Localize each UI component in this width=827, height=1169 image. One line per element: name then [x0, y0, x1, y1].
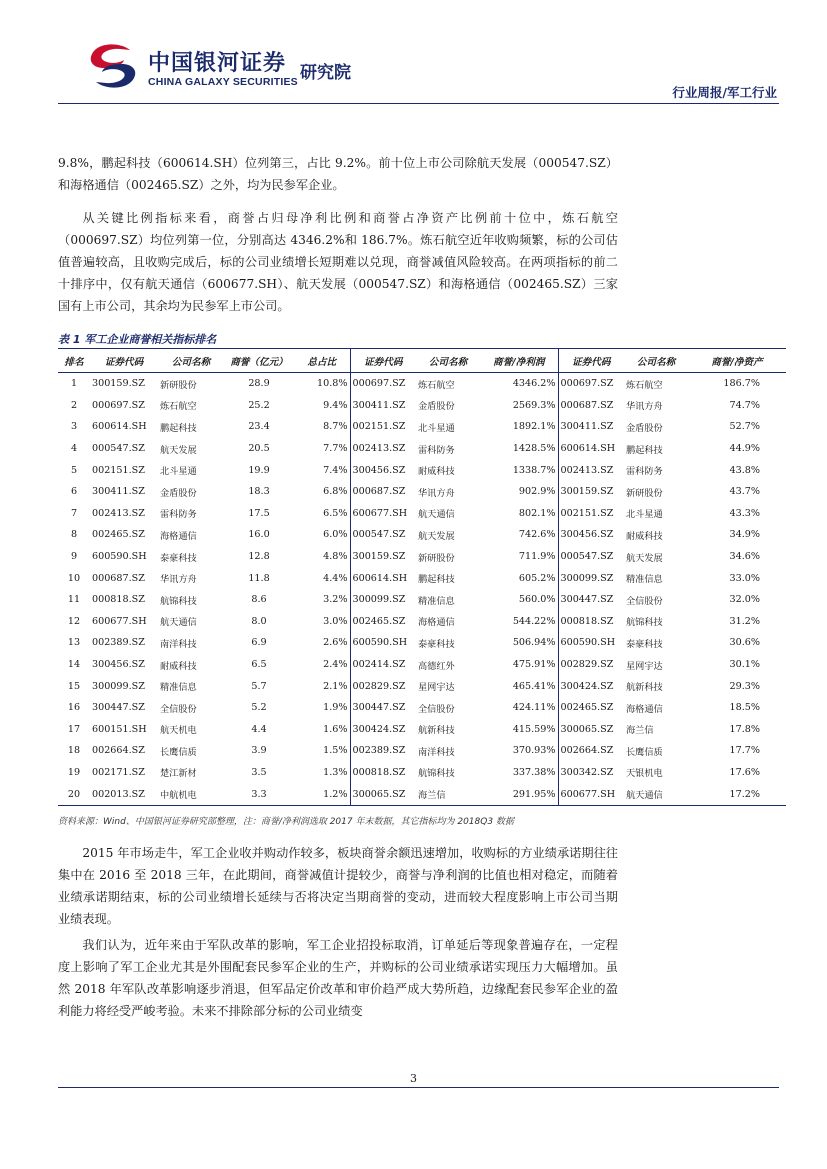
code-cell: 002151.SZ	[560, 507, 614, 519]
header-rank: 排名	[58, 349, 90, 373]
ni-ratio-cell: 337.38%	[480, 762, 558, 784]
code-cell: 002664.SZ	[560, 745, 614, 757]
report-category: 行业周报/军工行业	[672, 85, 777, 100]
company-name-cell: 雷科防务	[160, 509, 197, 521]
ni-ratio-cell: 424.11%	[480, 697, 558, 719]
code-cell: 300342.SZ	[560, 766, 614, 778]
company-name-cell: 航天通信	[418, 509, 455, 521]
code-cell: 300411.SZ	[560, 421, 614, 433]
code-cell: 600614.SH	[560, 443, 616, 455]
code-cell: 300099.SZ	[92, 680, 145, 692]
code-cell: 002413.SZ	[92, 507, 145, 519]
code-cell: 600590.SH	[560, 637, 616, 649]
ni-ratio-cell: 475.91%	[480, 654, 558, 676]
code-cell: 002013.SZ	[90, 783, 158, 805]
code-cell: 000697.SZ	[92, 399, 145, 411]
code-cell: 002389.SZ	[352, 745, 406, 757]
code-cell: 002389.SZ	[92, 637, 145, 649]
share-cell: 1.6%	[294, 719, 350, 741]
goodwill-cell: 25.2	[248, 399, 270, 411]
table-row	[58, 589, 786, 611]
company-name-cell: 星网宇达	[418, 682, 455, 694]
code-cell: 002465.SZ	[352, 615, 406, 627]
goodwill-cell: 23.4	[248, 421, 270, 433]
code-cell: 300424.SZ	[352, 723, 406, 735]
na-ratio-cell: 32.0%	[729, 594, 760, 606]
company-name-cell: 华讯方舟	[626, 401, 663, 413]
code-cell: 300099.SZ	[352, 594, 406, 606]
ni-ratio-cell: 2569.3%	[480, 395, 558, 417]
code-cell: 002829.SZ	[560, 659, 614, 671]
table-row	[58, 567, 786, 589]
code-cell: 002413.SZ	[352, 443, 406, 455]
company-name-cell: 新研股份	[418, 552, 455, 564]
rank-cell: 11	[67, 594, 81, 606]
header-rule	[58, 103, 779, 104]
company-name-cell: 全信股份	[160, 703, 197, 715]
header-na-ratio: 商誉/净资产	[688, 349, 786, 373]
share-cell: 6.0%	[294, 524, 350, 546]
rank-cell: 17	[67, 723, 81, 735]
na-ratio-cell: 30.1%	[729, 659, 760, 671]
table-row	[58, 719, 786, 741]
code-cell: 002829.SZ	[352, 680, 406, 692]
company-name-cell: 泰豪科技	[418, 638, 455, 650]
na-ratio-cell: 30.6%	[729, 637, 760, 649]
company-name-cell: 炼石航空	[626, 379, 663, 391]
rank-cell: 3	[70, 421, 78, 433]
company-name-cell: 新研股份	[626, 487, 663, 499]
na-ratio-cell: 17.6%	[729, 766, 760, 778]
ni-ratio-cell: 506.94%	[480, 632, 558, 654]
header-name-1: 公司名称	[158, 349, 224, 373]
ni-ratio-cell: 1428.5%	[480, 438, 558, 460]
company-name-cell: 北斗星通	[418, 422, 455, 434]
goodwill-cell: 18.3	[248, 486, 270, 498]
code-cell: 300456.SZ	[560, 529, 614, 541]
code-cell: 002151.SZ	[92, 464, 145, 476]
ni-ratio-cell: 370.93%	[480, 740, 558, 762]
brand-name-en: CHINA GALAXY SECURITIES	[148, 76, 298, 88]
company-name-cell: 航锦科技	[626, 617, 663, 629]
rank-cell: 12	[67, 615, 81, 627]
header-share: 总占比	[294, 349, 350, 373]
goodwill-cell: 6.9	[251, 637, 267, 649]
code-cell: 300456.SZ	[352, 464, 406, 476]
code-cell: 000818.SZ	[352, 766, 406, 778]
code-cell: 300456.SZ	[92, 659, 145, 671]
header-name-2: 公司名称	[416, 349, 480, 373]
company-name-cell: 精准信息	[160, 682, 197, 694]
company-name-cell: 华讯方舟	[418, 487, 455, 499]
body-paragraph-1: 9.8%，鹏起科技（600614.SH）位列第三，占比 9.2%。前十位上市公司除航天发展（000547.SZ）和海格通信（002465.SZ）之外，均为民参军企业。	[58, 156, 618, 192]
code-cell: 300065.SZ	[560, 723, 614, 735]
share-cell: 1.5%	[294, 740, 350, 762]
ni-ratio-cell: 415.59%	[480, 719, 558, 741]
goodwill-cell: 28.9	[248, 378, 270, 390]
code-cell: 300065.SZ	[350, 783, 416, 805]
share-cell: 6.8%	[294, 481, 350, 503]
body-paragraph-4: 我们认为，近年来由于军队改革的影响，军工企业招投标取消，订单延后等现象普遍存在，一定程度上影响了军工企业尤其是外围配套民参军企业的生产，并购标的公司业绩承诺实现压力大幅增加。虽然 2018 年军队改革影响逐步消退，但军品定价改革和审价趋严成大势所趋，边缘配套民参军企业的盈利能力将经受严峻考验。未来不排除部分标的公司业绩变	[58, 938, 618, 1018]
company-name-cell: 海格通信	[160, 530, 197, 542]
share-cell: 3.0%	[294, 611, 350, 633]
code-cell: 600677.SH	[352, 507, 408, 519]
goodwill-cell: 8.0	[251, 615, 267, 627]
rank-cell: 4	[70, 443, 78, 455]
header-ni-ratio: 商誉/净利润	[480, 349, 558, 373]
code-cell: 300447.SZ	[352, 702, 406, 714]
code-cell: 000547.SZ	[352, 529, 406, 541]
rank-cell: 10	[67, 572, 81, 584]
table-row	[58, 503, 786, 525]
rank-cell: 8	[70, 529, 78, 541]
company-name-cell: 鹏起科技	[626, 444, 663, 456]
table-row	[58, 783, 786, 805]
na-ratio-cell: 17.2%	[688, 783, 786, 805]
na-ratio-cell: 34.9%	[729, 529, 760, 541]
code-cell: 002414.SZ	[352, 659, 406, 671]
code-cell: 002413.SZ	[560, 464, 614, 476]
header-code-2: 证券代码	[350, 349, 416, 373]
code-cell: 000547.SZ	[560, 551, 614, 563]
share-cell: 2.1%	[294, 675, 350, 697]
code-cell: 002171.SZ	[92, 766, 145, 778]
share-cell: 2.6%	[294, 632, 350, 654]
table-row	[58, 611, 786, 633]
code-cell: 002664.SZ	[92, 745, 145, 757]
code-cell: 300099.SZ	[560, 572, 614, 584]
goodwill-cell: 3.9	[251, 745, 267, 757]
body-paragraph-3: 2015 年市场走牛，军工企业收并购动作较多，板块商誉余额迅速增加，收购标的方业绩承诺期往往集中在 2016 至 2018 三年，在此期间，商誉减值计提较少，商誉与净利润的比值也相对稳定，而随着业绩承诺期结束，标的公司业绩增长延续与否将决定当期商誉的变动，进而较大程度影响上市公司当期业绩表现。	[58, 846, 618, 926]
company-name-cell: 金盾股份	[626, 422, 663, 434]
company-name-cell: 泰豪科技	[626, 638, 663, 650]
company-name-cell: 航天发展	[418, 530, 455, 542]
code-cell: 000547.SZ	[92, 443, 145, 455]
header-name-3: 公司名称	[624, 349, 688, 373]
code-cell: 600614.SH	[352, 572, 408, 584]
na-ratio-cell: 17.8%	[729, 723, 760, 735]
na-ratio-cell: 43.3%	[729, 507, 760, 519]
rank-cell: 15	[67, 680, 81, 692]
company-name-cell: 航天机电	[160, 725, 197, 737]
ni-ratio-cell: 544.22%	[480, 611, 558, 633]
code-cell: 300447.SZ	[560, 594, 614, 606]
ni-ratio-cell: 711.9%	[480, 546, 558, 568]
na-ratio-cell: 29.3%	[729, 680, 760, 692]
header-goodwill: 商誉（亿元）	[224, 349, 294, 373]
code-cell: 600677.SH	[558, 783, 624, 805]
code-cell: 000697.SZ	[352, 378, 406, 390]
na-ratio-cell: 43.8%	[729, 464, 760, 476]
table-row	[58, 459, 786, 481]
goodwill-ranking-table	[58, 348, 786, 806]
share-cell: 4.4%	[294, 567, 350, 589]
ni-ratio-cell: 4346.2%	[480, 373, 558, 395]
company-name-cell: 航天通信	[624, 783, 688, 805]
table-source-note: 资料来源：Wind、中国银河证券研究部整理，注：商誉/净利润选取 2017 年末数据，其它指标均为 2018Q3 数据	[58, 817, 514, 827]
goodwill-cell: 20.5	[248, 443, 270, 455]
company-name-cell: 航锦科技	[418, 768, 455, 780]
share-cell: 1.9%	[294, 697, 350, 719]
share-cell: 4.8%	[294, 546, 350, 568]
company-name-cell: 海格通信	[418, 617, 455, 629]
na-ratio-cell: 17.7%	[729, 745, 760, 757]
company-name-cell: 长鹰信质	[160, 746, 197, 758]
goodwill-cell: 6.5	[251, 659, 267, 671]
na-ratio-cell: 18.5%	[729, 702, 760, 714]
goodwill-cell: 3.3	[224, 783, 294, 805]
na-ratio-cell: 43.7%	[729, 486, 760, 498]
rank-cell: 2	[70, 399, 78, 411]
rank-cell: 16	[67, 702, 81, 714]
company-name-cell: 海格通信	[626, 703, 663, 715]
company-name-cell: 航天发展	[160, 444, 197, 456]
company-name-cell: 鹏起科技	[160, 422, 197, 434]
code-cell: 300159.SZ	[560, 486, 614, 498]
code-cell: 600677.SH	[92, 615, 147, 627]
company-name-cell: 航锦科技	[160, 595, 197, 607]
goodwill-cell: 8.6	[251, 594, 267, 606]
company-name-cell: 全信股份	[418, 703, 455, 715]
company-name-cell: 楚江新材	[160, 768, 197, 780]
na-ratio-cell: 186.7%	[723, 378, 760, 390]
company-name-cell: 北斗星通	[160, 466, 197, 478]
na-ratio-cell: 74.7%	[729, 399, 760, 411]
company-name-cell: 天银机电	[626, 768, 663, 780]
ni-ratio-cell: 742.6%	[480, 524, 558, 546]
rank-cell: 18	[67, 745, 81, 757]
company-name-cell: 耐威科技	[626, 530, 663, 542]
rank-cell: 6	[70, 486, 78, 498]
code-cell: 300159.SZ	[352, 551, 406, 563]
share-cell: 7.7%	[294, 438, 350, 460]
share-cell: 1.3%	[294, 762, 350, 784]
rank-cell: 20	[58, 783, 90, 805]
table-row	[58, 740, 786, 762]
goodwill-cell: 16.0	[248, 529, 270, 541]
company-name-cell: 鹏起科技	[418, 574, 455, 586]
share-cell: 2.4%	[294, 654, 350, 676]
ni-ratio-cell: 1892.1%	[480, 416, 558, 438]
code-cell: 300159.SZ	[92, 378, 145, 390]
rank-cell: 1	[70, 378, 78, 390]
company-name-cell: 高德红外	[418, 660, 455, 672]
ni-ratio-cell: 291.95%	[480, 783, 558, 805]
company-name-cell: 航新科技	[418, 725, 455, 737]
company-name-cell: 耐威科技	[418, 466, 455, 478]
company-name-cell: 精准信息	[626, 574, 663, 586]
table-row	[58, 697, 786, 719]
share-cell: 1.2%	[294, 783, 350, 805]
company-name-cell: 耐威科技	[160, 660, 197, 672]
ni-ratio-cell: 465.41%	[480, 675, 558, 697]
code-cell: 600590.SH	[92, 551, 147, 563]
company-name-cell: 精准信息	[418, 595, 455, 607]
share-cell: 3.2%	[294, 589, 350, 611]
goodwill-cell: 5.7	[251, 680, 267, 692]
rank-cell: 5	[70, 464, 78, 476]
goodwill-cell: 19.9	[248, 464, 270, 476]
na-ratio-cell: 33.0%	[729, 572, 760, 584]
code-cell: 300411.SZ	[92, 486, 145, 498]
rank-cell: 14	[67, 659, 81, 671]
code-cell: 000818.SZ	[560, 615, 614, 627]
company-name-cell: 长鹰信质	[626, 746, 663, 758]
company-name-cell: 星网宇达	[626, 660, 663, 672]
table-row	[58, 546, 786, 568]
table-title: 表 1 军工企业商誉相关指标排名	[58, 333, 217, 346]
share-cell: 8.7%	[294, 416, 350, 438]
share-cell: 6.5%	[294, 503, 350, 525]
table-row	[58, 762, 786, 784]
table-row	[58, 675, 786, 697]
na-ratio-cell: 44.9%	[729, 443, 760, 455]
company-name-cell: 泰豪科技	[160, 552, 197, 564]
code-cell: 000818.SZ	[92, 594, 145, 606]
company-name-cell: 雷科防务	[418, 444, 455, 456]
company-name-cell: 海兰信	[626, 725, 654, 737]
code-cell: 600590.SH	[352, 637, 408, 649]
share-cell: 7.4%	[294, 459, 350, 481]
company-name-cell: 全信股份	[626, 595, 663, 607]
goodwill-cell: 12.8	[248, 551, 270, 563]
company-name-cell: 雷科防务	[626, 466, 663, 478]
company-name-cell: 新研股份	[160, 379, 197, 391]
goodwill-cell: 4.4	[251, 723, 267, 735]
code-cell: 600151.SH	[92, 723, 147, 735]
goodwill-cell: 5.2	[251, 702, 267, 714]
page-number: 3	[410, 1072, 417, 1085]
goodwill-cell: 17.5	[248, 507, 270, 519]
table-row	[58, 416, 786, 438]
rank-cell: 7	[70, 507, 78, 519]
rank-cell: 19	[67, 766, 81, 778]
goodwill-cell: 3.5	[251, 766, 267, 778]
share-cell: 10.8%	[294, 373, 350, 395]
company-name-cell: 炼石航空	[418, 379, 455, 391]
na-ratio-cell: 34.6%	[729, 551, 760, 563]
company-name-cell: 航天通信	[160, 617, 197, 629]
table-row	[58, 481, 786, 503]
footer-rule	[58, 1087, 779, 1088]
company-name-cell: 南洋科技	[160, 638, 197, 650]
rank-cell: 13	[67, 637, 81, 649]
code-cell: 000687.SZ	[92, 572, 145, 584]
rank-cell: 9	[70, 551, 78, 563]
company-name-cell: 炼石航空	[160, 401, 197, 413]
table-row	[58, 654, 786, 676]
code-cell: 600614.SH	[92, 421, 147, 433]
code-cell: 000687.SZ	[560, 399, 614, 411]
company-name-cell: 金盾股份	[418, 401, 455, 413]
table-row	[58, 632, 786, 654]
code-cell: 300447.SZ	[92, 702, 145, 714]
brand-name-cn: 中国银河证券	[148, 51, 287, 76]
company-name-cell: 北斗星通	[626, 509, 663, 521]
header-code-3: 证券代码	[558, 349, 624, 373]
company-name-cell: 航新科技	[626, 682, 663, 694]
table-body	[58, 373, 786, 806]
code-cell: 002151.SZ	[352, 421, 406, 433]
code-cell: 300411.SZ	[352, 399, 406, 411]
ni-ratio-cell: 560.0%	[480, 589, 558, 611]
company-name-cell: 海兰信	[416, 783, 480, 805]
company-name-cell: 航天发展	[626, 552, 663, 564]
code-cell: 000697.SZ	[560, 378, 614, 390]
code-cell: 002465.SZ	[92, 529, 145, 541]
na-ratio-cell: 31.2%	[729, 615, 760, 627]
ni-ratio-cell: 802.1%	[480, 503, 558, 525]
table-row	[58, 373, 786, 395]
company-name-cell: 中航机电	[158, 783, 224, 805]
table-row	[58, 395, 786, 417]
goodwill-cell: 11.8	[248, 572, 270, 584]
code-cell: 300424.SZ	[560, 680, 614, 692]
code-cell: 002465.SZ	[560, 702, 614, 714]
company-logo	[84, 40, 142, 92]
company-name-cell: 华讯方舟	[160, 574, 197, 586]
header-code-1: 证券代码	[90, 349, 158, 373]
ni-ratio-cell: 902.9%	[480, 481, 558, 503]
company-name-cell: 南洋科技	[418, 746, 455, 758]
share-cell: 9.4%	[294, 395, 350, 417]
research-institute-label: 研究院	[300, 63, 351, 83]
table-row	[58, 438, 786, 460]
ni-ratio-cell: 1338.7%	[480, 459, 558, 481]
code-cell: 000687.SZ	[352, 486, 406, 498]
body-paragraph-2: 从关键比例指标来看，商誉占归母净利比例和商誉占净资产比例前十位中，炼石航空（000697.SZ）均位列第一位，分别高达 4346.2%和 186.7%。炼石航空近年收购频繁，标的公司估值普遍较高，且收购完成后，标的公司业绩增长短期难以兑现，商誉减值风险较高。在两项指标的前二十排序中，仅有航天通信（600677.SH）、航天发展（000547.SZ）和海格通信（002465.SZ）三家国有上市公司，其余均为民参军上市公司。	[58, 211, 618, 313]
table-header-row	[58, 349, 786, 373]
table-row	[58, 524, 786, 546]
na-ratio-cell: 52.7%	[729, 421, 760, 433]
company-name-cell: 金盾股份	[160, 487, 197, 499]
ni-ratio-cell: 605.2%	[480, 567, 558, 589]
